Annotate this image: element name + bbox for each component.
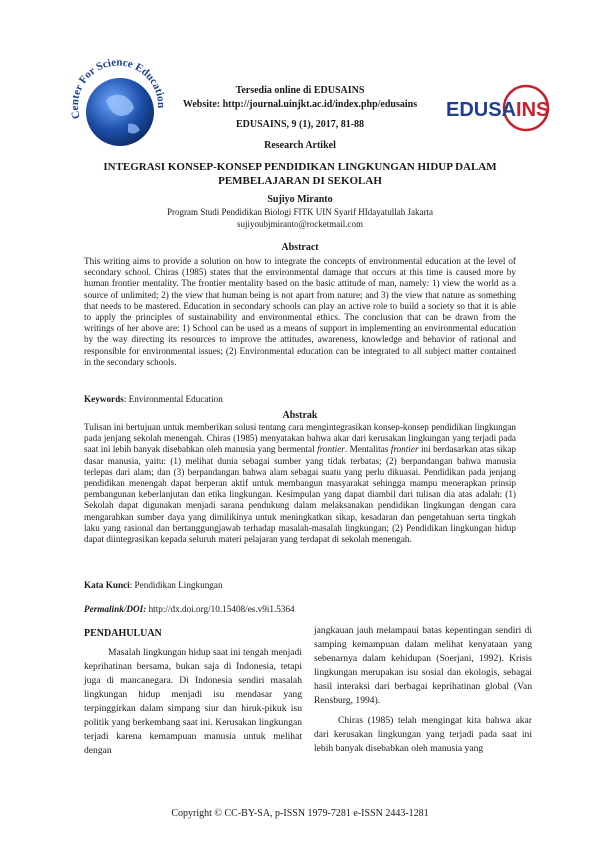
author-affiliation: Program Studi Pendidikan Biologi FITK UIN Syarif HIdayatullah Jakarta sujiyoubjmiranto@rocketmail.com	[0, 206, 600, 230]
logo-arc-text: Center For Science Education	[68, 56, 168, 121]
abstract-heading: Abstract	[281, 242, 319, 253]
abstract-text: This writing aims to provide a solution on how to integrate the concepts of environmental education at the level of secondary school. Chiras (1985) states that the environmental damage that occurs at this time is caused more by human frontier mentality. The frontier mentality based on the basic attitude of man, namely: 1) view the world as a source of unlimited; 2) the view that human being is not apart from nature; and 3) the view that nature as something that needs to be mastered. Education in secondary schools can play an active role to build a society so that it is able to apply the principles of sustainability and environmental ethics. The conclusion that can be drawn from the writings of her above are: 1) School can be used as a means of support in implementing an environmental education by the way directing its resources to improve the attitudes, awareness, knowledge and behavior of rational and responsible for environmental issues; (2) Environmental education can be integrated to all subject matter contained in the secondary schools.	[84, 256, 516, 367]
author-name: Sujiyo Miranto	[267, 194, 333, 205]
abstrak-heading: Abstrak	[282, 410, 318, 421]
online-availability: Tersedia online di EDUSAINS	[235, 85, 365, 96]
author-email: sujiyoubjmiranto@rocketmail.com	[236, 219, 363, 229]
article-type: Research Artikel	[264, 140, 336, 151]
permalink-doi: Permalink/DOI: http://dx.doi.org/10.15408/es.v9i1.5364	[84, 604, 295, 614]
intro-left-column: Masalah lingkungan hidup saat ini tengah menjadi keprihatinan bersama, bukan saja di Indonesia, tetapi juga di mancanegara. Di Indonesia sendiri masalah lingkungan hidup menjadi isu mendasar yang terpinggirkan dalam simpang siur dan hiruk-pikuk isu politik yang berkembang saat ini. Kerusakan lingkungan terjadi karena kemampuan manusia untuk melihat dengan	[84, 647, 302, 756]
intro-right-column-para1: jangkauan jauh melampaui batas kepentingan sendiri di samping kemampuan dalam melihat kenyataan yang sebenarnya dalam kehidupan (Soerjani, 1992). Krisis lingkungan merupakan isu sosial dan ekologis, sebagai hasil interaksi dari berbagai keprihatinan global (Van Rensburg, 1994).	[314, 625, 532, 706]
kata-kunci: Kata Kunci: Pendidikan Lingkungan	[84, 580, 223, 590]
journal-website: Website: http://journal.uinjkt.ac.id/index.php/edusains	[182, 99, 418, 110]
svg-text:EDUSAINS: EDUSAINS	[446, 99, 550, 121]
journal-header	[150, 84, 450, 132]
paper-title: INTEGRASI KONSEP-KONSEP PENDIDIKAN LINGKUNGAN HIDUP DALAM PEMBELAJARAN DI SEKOLAH	[103, 161, 497, 187]
edusains-logo	[444, 82, 556, 134]
copyright-footer: Copyright © CC-BY-SA, p-ISSN 1979-7281 e-ISSN 2443-1281	[171, 808, 429, 819]
section-heading-pendahuluan: PENDAHULUAN	[84, 628, 162, 639]
doi-link[interactable]: http://dx.doi.org/10.15408/es.v9i1.5364	[146, 604, 295, 614]
abstrak-text: Tulisan ini bertujuan untuk memberikan solusi tentang cara mengintegrasikan konsep-konsep pendidikan lingkungan pada jenjang sekolah menengah. Chiras (1985) menyatakan bahwa akar dari kerusakan lingkungan yang terjadi pada saat ini lebih banyak disebabkan oleh manusia yang bermental frontier. Mentalitas frontier ini berdasarkan atas sikap dasar manusia, yaitu: (1) melihat dunia sebagai sumber yang tidak terbatas; (2) berpandangan bahwa manusia terlepas dari alam; dan (3) berpandangan bahwa alam sebagai suatu yang perlu dikuasai. Pendidikan pada jenjang pendidikan menengah dapat berperan aktif untuk membangun masyarakat sehingga mampu menerapkan prinsip pembangunan keberlanjutan dan etika lingkungan. Kesimpulan yang dapat diambil dari tulisan dia atas adalah: (1) Sekolah dapat digunakan menjadi sarana pendukung dalam melaksanakan pendidikan lingkungan dengan cara mengarahkan sumber daya yang dimilikinya untuk meningkatkan sikap, kesadaran dan pengetahuan serta tingkah laku yang rasional dan bertanggungjawab terhadap masalah-masalah lingkungan; (2) Pendidikan lingkungan hidup dapat diintegrasikan kepada seluruh materi pelajaran yang terdapat di sekolah menengah.	[84, 422, 516, 545]
keywords: Keywords: Environmental Education	[84, 394, 223, 404]
intro-right-column-para2: Chiras (1985) telah mengingat kita bahwa akar dari kerusakan lingkungan yang terjadi pada saat ini lebih banyak disebabkan oleh manusia yang	[314, 715, 532, 754]
journal-issue: EDUSAINS, 9 (1), 2017, 81-88	[235, 119, 365, 130]
